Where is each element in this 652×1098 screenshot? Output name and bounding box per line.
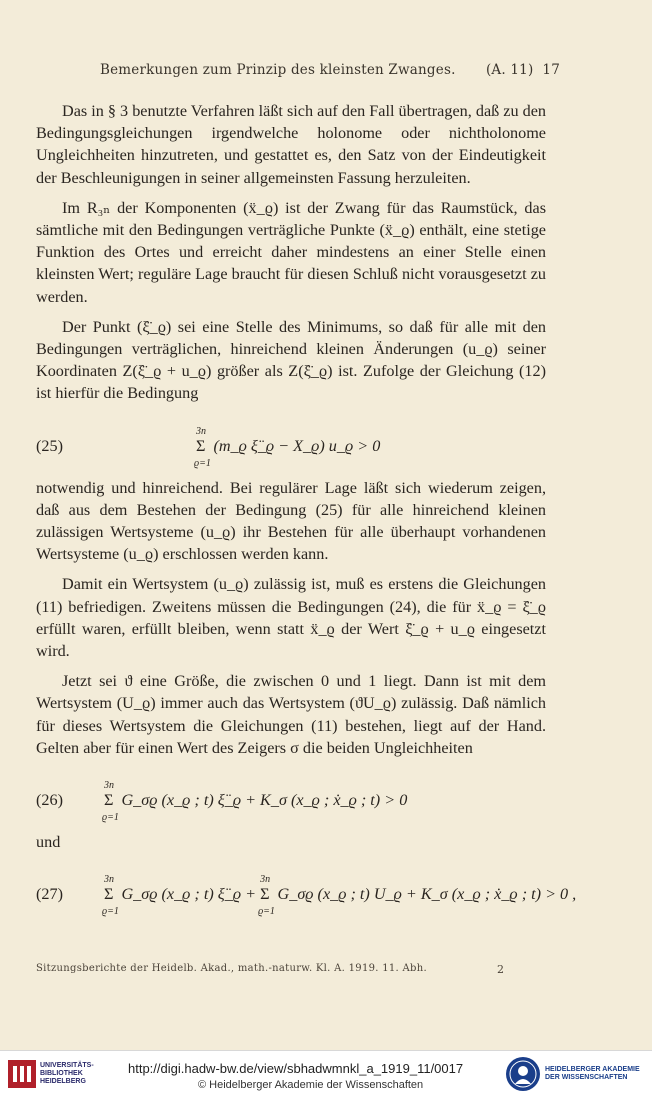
paragraph-2: Im R₃ₙ der Komponenten (ẍ_ϱ) ist der Zwang für das Raumstück, das sämtliche mit den Bedingungen verträgliche Punkte (ẍ_ϱ) enthält, eine stetige Funktion des Ortes und erreicht daher mindestens an einer Stelle einen kleinsten Wert; reguläre Lage braucht für diesen Schluß nicht vorausgesetzt zu werden.: [36, 198, 546, 306]
header-ref-page: [486, 62, 560, 78]
sum-symbol: Σ 3n ϱ=1: [258, 874, 275, 918]
body-text: [36, 100, 577, 925]
signature-number: 2: [497, 963, 504, 976]
header-page-number: 17: [542, 62, 560, 78]
university-library-name: UNIVERSITÄTS- BIBLIOTHEK HEIDELBERG: [40, 1062, 94, 1085]
academy-seal-icon: [505, 1056, 541, 1092]
equation-26: [36, 767, 546, 831]
equation-expression: Σ 3n ϱ=1 G_σϱ (x_ϱ ; t) ξ̈_ϱ + Σ 3n ϱ=1 G_σϱ (x_ϱ ; t) U_ϱ + K_σ (x_ϱ ; ẋ_ϱ ; t) > 0 ,: [102, 874, 577, 918]
conjunction-und: und: [36, 833, 61, 852]
header-ref: (A. 11): [485, 62, 534, 78]
digitization-footer: [0, 1050, 652, 1098]
header-title: Bemerkungen zum Prinzip des kleinsten Zwanges.: [100, 62, 456, 78]
paragraph-5: Damit ein Wertsystem (u_ϱ) zulässig ist, muß es erstens die Gleichungen (11) befriedigen. Zweitens müssen die Bedingungen (24), die für ẍ_ϱ = ξ̈_ϱ erfüllt waren, erfüllt bleiben, wenn statt ẍ_ϱ der Wert ξ̈_ϱ + u_ϱ eingesetzt wird.: [36, 575, 546, 661]
equation-number: (26): [36, 791, 63, 810]
sum-symbol: Σ 3n ϱ=1: [194, 425, 211, 469]
equation-number: (25): [36, 436, 63, 455]
equation-25: [36, 413, 546, 477]
permalink[interactable]: http://digi.hadw-bw.de/view/sbhadwmnkl_a_1919_11/0017: [128, 1061, 464, 1076]
paragraph-6: Jetzt sei ϑ eine Größe, die zwischen 0 und 1 liegt. Dann ist mit dem Wertsystem (U_ϱ) immer auch das Wertsystem (ϑU_ϱ) zulässig. Daß nämlich für dieses Wertsystem die Gleichungen (11) bestehen, liegt auf der Hand. Gelten aber für einen Wert des Zeigers σ die beiden Ungleichheiten: [36, 672, 546, 757]
sum-symbol: Σ 3n ϱ=1: [102, 874, 119, 918]
paragraph-3: Der Punkt (ξ̈_ϱ) sei eine Stelle des Minimums, so daß für alle mit den Bedingungen verträglichen, hinreichend kleinen Änderungen (u_ϱ) seiner Koordinaten Z(ξ̈_ϱ + u_ϱ) größer als Z(ξ̈_ϱ) ist. Zufolge der Gleichung (12) ist hierfür die Bedingung: [36, 317, 546, 403]
copyright-notice: © Heidelberger Akademie der Wissenschaften: [198, 1079, 424, 1091]
equation-number: (27): [36, 885, 63, 904]
university-library-logo-icon: [8, 1060, 36, 1088]
equation-expression: Σ 3n ϱ=1 G_σϱ (x_ϱ ; t) ξ̈_ϱ + K_σ (x_ϱ ; ẋ_ϱ ; t) > 0: [102, 780, 408, 824]
paragraph-1: Das in § 3 benutzte Verfahren läßt sich auf den Fall übertragen, daß zu den Bedingungsgleichungen irgendwelche holonome oder nichtholonome Ungleichheiten hinzutreten, und gestattet es, den Satz von der Eindeutigkeit der Beschleunigungen in seiner allgemeinsten Fassung herzuleiten.: [36, 102, 546, 187]
publication-footnote: Sitzungsberichte der Heidelb. Akad., math.-naturw. Kl. A. 1919. 11. Abh.: [36, 963, 427, 974]
equation-expression: Σ 3n ϱ=1 (m_ϱ ξ̈_ϱ − X_ϱ) u_ϱ > 0: [194, 425, 381, 469]
sum-symbol: Σ 3n ϱ=1: [102, 780, 119, 824]
paragraph-4: notwendig und hinreichend. Bei regulärer Lage läßt sich wiederum zeigen, daß aus dem Bestehen der Bedingung (25) für alle hinreichend kleinen zulässigen Wertsysteme (u_ϱ) ihr Bestehen für alle überhaupt vorhandenen Wertsysteme (u_ϱ) erschlossen werden kann.: [36, 478, 546, 564]
equation-27: [36, 861, 577, 925]
academy-name: HEIDELBERGER AKADEMIE DER WISSENSCHAFTEN: [545, 1066, 640, 1081]
